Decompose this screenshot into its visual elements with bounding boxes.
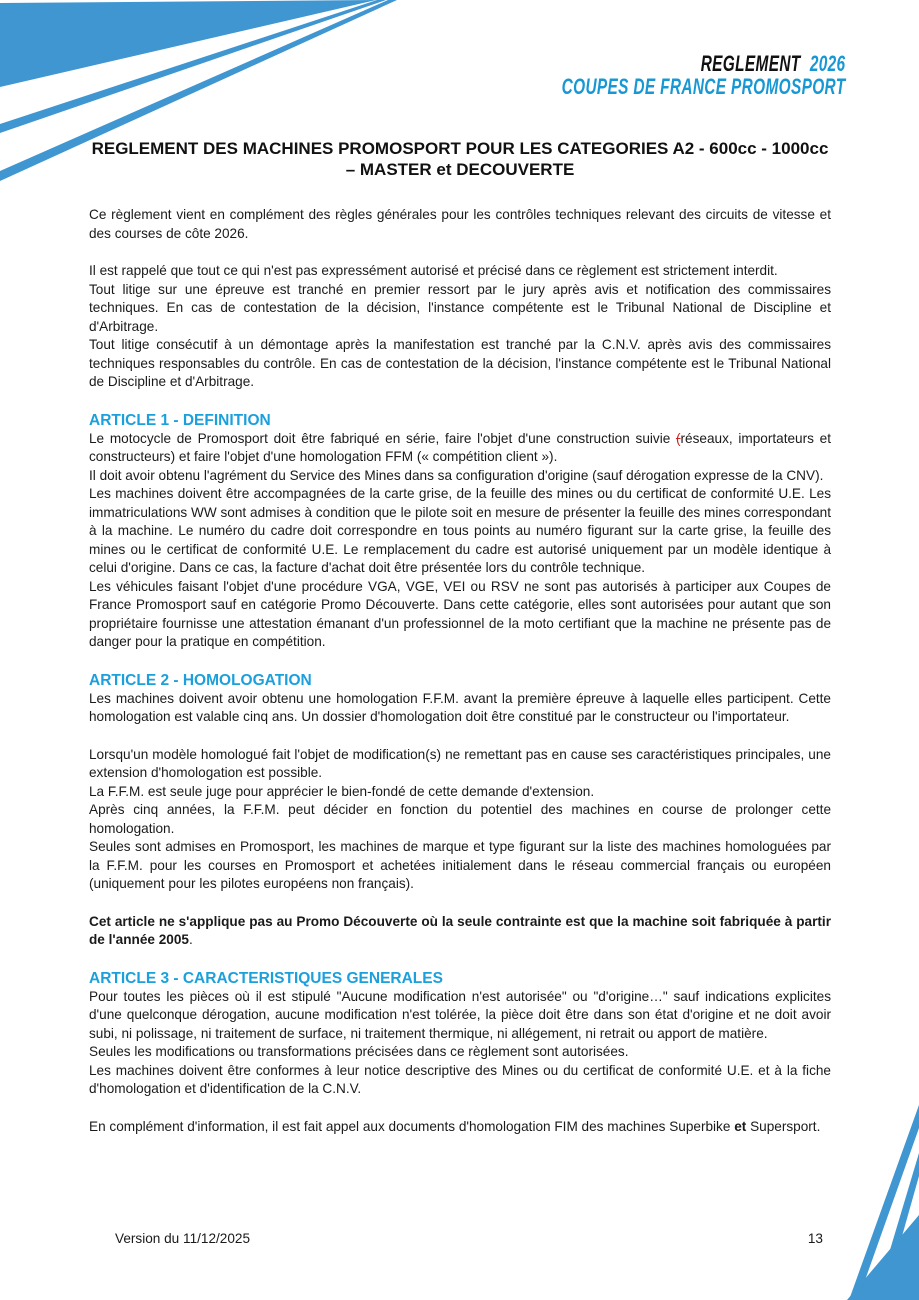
article-2-heading: ARTICLE 2 - HOMOLOGATION [89, 671, 312, 689]
footer-version: Version du 11/12/2025 [115, 1231, 251, 1246]
article-3-paragraph-4 [89, 1118, 831, 1137]
article-2-paragraph-6 [89, 913, 831, 950]
document-content [89, 138, 831, 1136]
article-3-p4-after: Supersport. [746, 1118, 821, 1134]
article-3-heading: ARTICLE 3 - CARACTERISTIQUES GENERALES [89, 969, 443, 987]
brand-header [440, 52, 845, 98]
article-3-paragraph-3: Les machines doivent être conformes à leur notice descriptive des Mines ou du certificat de conformité U.E. et à la fiche d'homologation et d'identification de la C.N.V. [89, 1062, 831, 1096]
intro-paragraph-2: Il est rappelé que tout ce qui n'est pas expressément autorisé et précisé dans ce règlement est strictement interdit. [89, 263, 778, 278]
article-2-paragraph-1: Les machines doivent avoir obtenu une homologation F.F.M. avant la première épreuve à laquelle elles participent. Cette homologation est valable cinq ans. Un dossier d'homologation doit être constitué par le constructeur ou l'importateur. [89, 690, 831, 724]
article-2-p6-tail: . [188, 932, 193, 947]
intro-paragraph-1: Ce règlement vient en complément des règles générales pour les contrôles techniques relevant des circuits de vitesse et des courses de côte 2026. [89, 207, 831, 241]
article-3-p4-bold: et [734, 1118, 747, 1134]
article-3-p4-before: En complément d'information, il est fait appel aux documents d'homologation FIM des machines Superbike [89, 1118, 735, 1134]
brand-reglement-text: REGLEMENT [700, 51, 801, 76]
footer-page-number: 13 [807, 1231, 823, 1246]
intro-paragraph-4: Tout litige consécutif à un démontage après la manifestation est tranché par la C.N.V. après avis des commissaires techniques responsables du contrôle. En cas de contestation de la décision, l'instance compétente est le Tribunal National de Discipline et d'Arbitrage. [89, 337, 831, 389]
article-1-p1-before: Le motocycle de Promosport doit être fabriqué en série, faire l'objet d'une construction suivie [89, 430, 676, 446]
article-1-paragraph-2: Il doit avoir obtenu l'agrément du Service des Mines dans sa configuration d'origine (sauf dérogation expresse de la CNV). [89, 467, 824, 483]
article-1-paragraph-3: Les machines doivent être accompagnées de la carte grise, de la feuille des mines ou du certificat de conformité U.E. Les immatriculations WW sont admises à condition que le pilote soit en mesure de présenter la feuille des mines correspondant à la machine. Le numéro du cadre doit correspondre en tous points au numéro figurant sur la carte grise, la feuille des mines ou le certificat de conformité U.E. Le remplacement du cadre est autorisé uniquement par un modèle identique à celui d'origine. Dans ce cas, la facture d'achat doit être présentée lors du contrôle technique. [89, 486, 831, 575]
article-1-heading: ARTICLE 1 - DEFINITION [89, 411, 271, 429]
article-2-paragraph-5: Seules sont admises en Promosport, les machines de marque et type figurant sur la liste des machines homologuées par la F.F.M. pour les courses en Promosport et achetées initialement dans le réseau commercial français ou européen (uniquement pour les pilotes européens non français). [89, 839, 831, 891]
article-2-p6-bold: Cet article ne s'applique pas au Promo Découverte où la seule contrainte est que la machine soit fabriquée à partir de l'année 2005 [89, 913, 831, 947]
page-title: REGLEMENT DES MACHINES PROMOSPORT POUR LES CATEGORIES A2 - 600cc - 1000cc – MASTER et DECOUVERTE [91, 139, 829, 179]
article-3-paragraph-1: Pour toutes les pièces où il est stipulé "Aucune modification n'est autorisée" ou "d'origine…" sauf indications explicites d'une quelconque dérogation, aucune modification n'est tolérée, la pièce doit être dans son état d'origine et ne doit avoir subi, ni polissage, ni traitement de surface, ni traitement thermique, ni allégement, ni retrait ou apport de matière. [89, 988, 831, 1041]
article-2-paragraph-4: Après cinq années, la F.F.M. peut décider en fonction du potentiel des machines en course de prolonger cette homologation. [89, 802, 831, 836]
article-3-paragraph-2: Seules les modifications ou transformations précisées dans ce règlement sont autorisées. [89, 1044, 629, 1059]
article-2-paragraph-2: Lorsqu'un modèle homologué fait l'objet de modification(s) ne remettant pas en cause ses caractéristiques principales, une extension d'homologation est possible. [89, 746, 831, 780]
brand-line-reglement [561, 52, 845, 75]
brand-year-text: 2026 [809, 51, 845, 76]
article-1-p1-after: réseaux, importateurs et constructeurs) et faire l'objet d'une homologation FFM (« compétition client »). [89, 430, 831, 464]
article-1-paragraph-1 [89, 430, 831, 467]
intro-paragraph-3: Tout litige sur une épreuve est tranché en premier ressort par le jury après avis et notification des commissaires techniques. En cas de contestation de la décision, l'instance compétente est le Tribunal National de Discipline et d'Arbitrage. [89, 281, 831, 334]
deleted-parenthesis: ( [676, 430, 681, 446]
article-1-paragraph-4: Les véhicules faisant l'objet d'une procédure VGA, VGE, VEI ou RSV ne sont pas autorisés à participer aux Coupes de France Promosport sauf en catégorie Promo Découverte. Dans cette catégorie, elles sont autorisées pour autant que son propriétaire fournisse une attestation émanant d'un professionnel de la moto certifiant que la machine ne présente pas de danger pour la pratique en compétition. [89, 578, 831, 649]
brand-coupes-text: COUPES DE FRANCE PROMOSPORT [561, 74, 845, 100]
article-2-paragraph-3: La F.F.M. est seule juge pour apprécier le bien-fondé de cette demande d'extension. [89, 783, 595, 799]
